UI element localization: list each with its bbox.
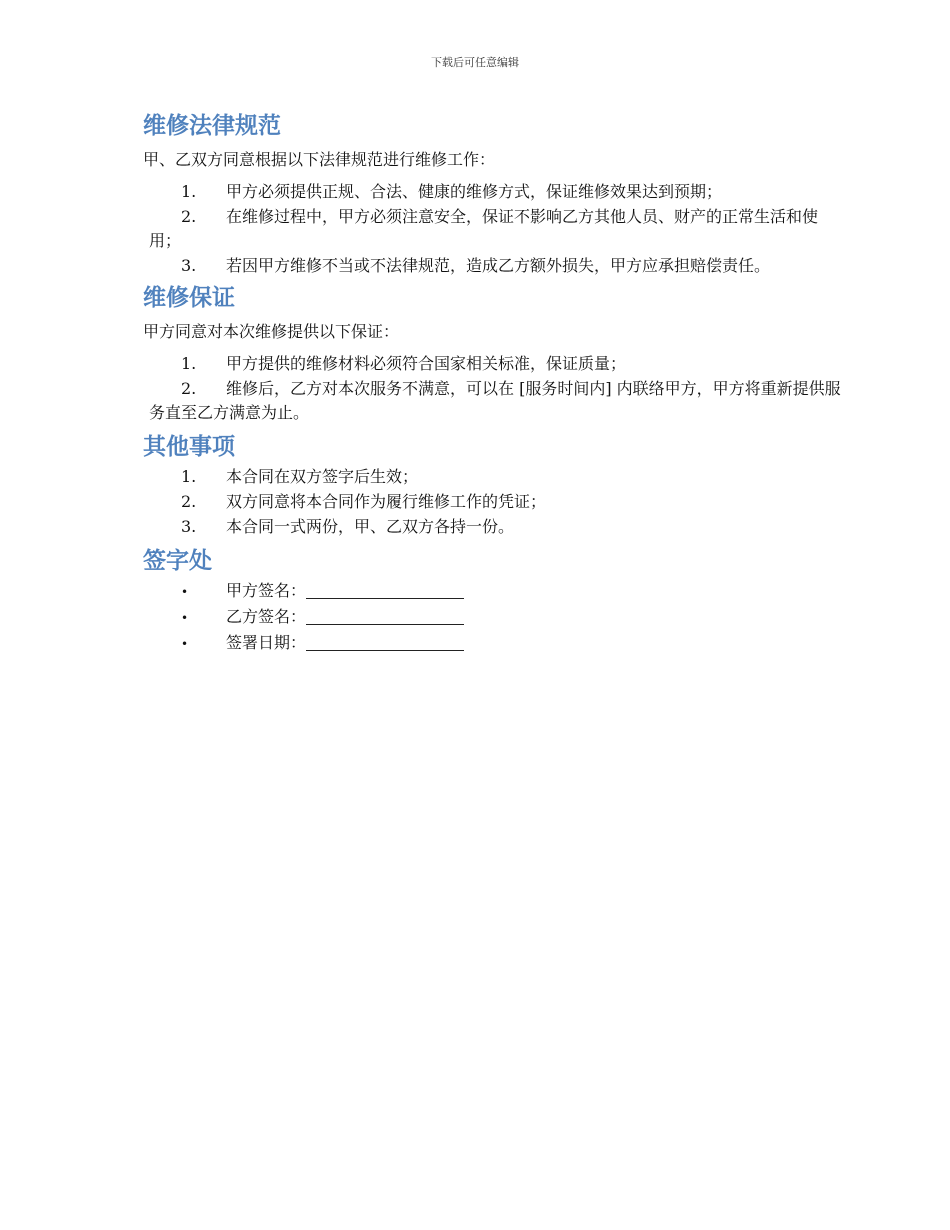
list-text: 维修后，乙方对本次服务不满意，可以在 [服务时间内] 内联络甲方，甲方将重新提供服务直至乙方满意为止。 xyxy=(149,379,841,422)
numbered-list xyxy=(143,352,843,425)
signature-label: 乙方签名： xyxy=(226,607,307,626)
bullet-icon: • xyxy=(181,585,189,599)
header-note: 下载后可任意编辑 xyxy=(431,56,519,69)
list-item xyxy=(143,205,843,253)
list-text: 若因甲方维修不当或不法律规范，造成乙方额外损失，甲方应承担赔偿责任。 xyxy=(226,256,771,275)
signature-line-date xyxy=(143,631,843,656)
signature-line-party-a xyxy=(143,579,843,604)
list-text: 甲方必须提供正规、合法、健康的维修方式，保证维修效果达到预期； xyxy=(226,182,723,201)
signature-label: 签署日期： xyxy=(226,633,307,652)
list-item xyxy=(143,352,843,376)
list-item xyxy=(143,515,843,539)
list-number: 3. xyxy=(181,517,197,536)
signature-field[interactable] xyxy=(306,606,464,625)
section-title: 其他事项 xyxy=(143,434,235,460)
section-intro: 甲、乙双方同意根据以下法律规范进行维修工作： xyxy=(143,150,496,169)
list-item xyxy=(143,254,843,278)
list-number: 3. xyxy=(181,256,197,275)
list-text: 本合同一式两份，甲、乙双方各持一份。 xyxy=(226,517,515,536)
list-number: 2. xyxy=(181,207,197,226)
list-number: 2. xyxy=(181,492,197,511)
list-item xyxy=(143,490,843,514)
list-item xyxy=(143,465,843,489)
list-item xyxy=(143,377,843,425)
numbered-list xyxy=(143,465,843,539)
section-legal-norms xyxy=(143,108,843,278)
bullet-icon: • xyxy=(181,611,189,625)
section-warranty xyxy=(143,280,843,425)
bullet-icon: • xyxy=(181,637,189,651)
section-title: 维修保证 xyxy=(143,285,235,311)
list-number: 1. xyxy=(181,182,197,201)
signature-label: 甲方签名： xyxy=(226,581,307,600)
list-text: 在维修过程中，甲方必须注意安全，保证不影响乙方其他人员、财产的正常生活和使用； xyxy=(149,207,819,250)
signature-field[interactable] xyxy=(306,580,464,599)
list-item xyxy=(143,180,843,204)
list-number: 2. xyxy=(181,379,197,398)
section-signatures xyxy=(143,543,843,656)
list-text: 本合同在双方签字后生效； xyxy=(226,467,419,486)
list-number: 1. xyxy=(181,467,197,486)
list-number: 1. xyxy=(181,354,197,373)
section-intro: 甲方同意对本次维修提供以下保证： xyxy=(143,322,400,341)
section-other-matters xyxy=(143,429,843,539)
bullet-list xyxy=(143,579,843,656)
date-field[interactable] xyxy=(306,632,464,651)
list-text: 甲方提供的维修材料必须符合国家相关标准，保证质量； xyxy=(226,354,627,373)
section-title: 维修法律规范 xyxy=(143,113,281,139)
section-title: 签字处 xyxy=(143,548,212,574)
numbered-list xyxy=(143,180,843,278)
signature-line-party-b xyxy=(143,605,843,630)
list-text: 双方同意将本合同作为履行维修工作的凭证； xyxy=(226,492,547,511)
document-body xyxy=(143,108,843,657)
